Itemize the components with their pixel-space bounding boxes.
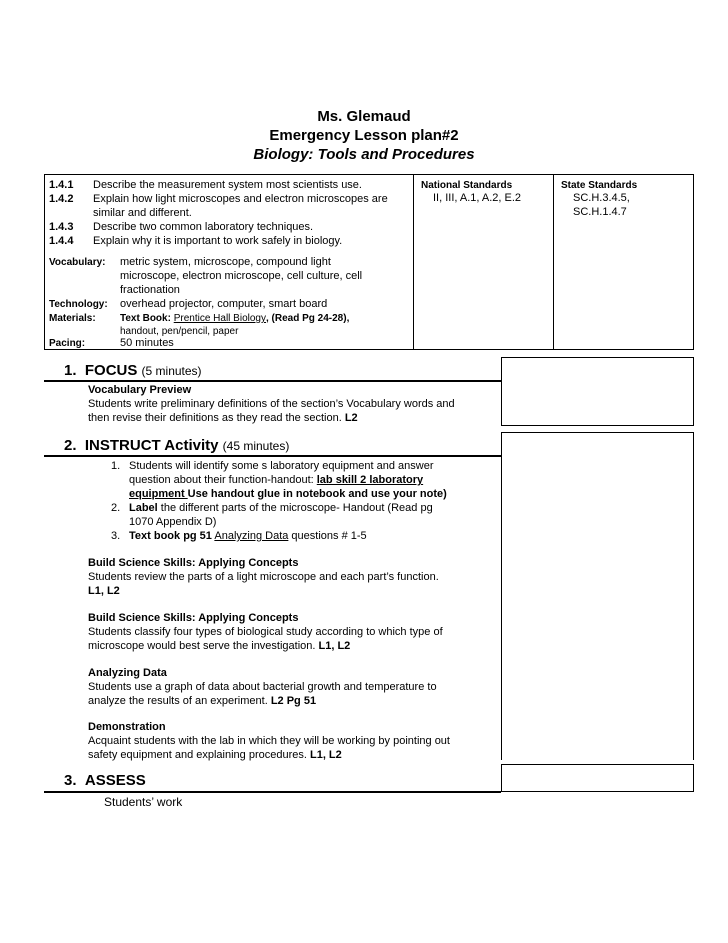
block-text: Students review the parts of a light microscope and each part’s function. [88,571,439,583]
instruct-heading [64,437,289,455]
block-heading: Build Science Skills: Applying Concepts [88,557,299,569]
instruct-box-top [501,432,694,433]
block-level: L1, L2 [88,585,120,597]
section-rule [44,455,501,457]
technology-label: Technology: [49,299,108,310]
block-heading: Demonstration [88,721,166,733]
objective-text: Explain how light microscopes and electron microscopes are similar and different. [93,193,388,219]
block-text: Acquaint students with the lab in which they will be working by pointing out [88,735,450,747]
instruct-item-text: equipment Use handout glue in notebook and use your note) [129,488,447,500]
national-standards-value: II, III, A.1, A.2, E.2 [433,192,522,204]
focus-side-box [501,357,694,426]
section-rule [44,791,501,793]
instruct-item-number: 2. [111,502,121,514]
instruct-title: INSTRUCT Activity [84,437,219,454]
vocabulary-label: Vocabulary: [49,257,106,268]
instruct-time: (45 minutes) [222,439,290,453]
materials-prefix: Text Book: [120,313,171,324]
state-standards-label: State Standards [561,180,638,191]
teacher-name: Ms. Glemaud [317,108,411,125]
objectives-table [44,174,694,350]
assess-box-top [501,764,694,765]
instruct-number: 2. [64,437,77,454]
vocabulary-text: fractionation [120,284,180,296]
block-heading: Analyzing Data [88,667,167,679]
objective-number: 1.4.2 [49,193,74,205]
assess-box-right [693,764,694,792]
objective-text: Describe the measurement system most scientists use. [93,179,362,191]
instruct-box-right [693,432,694,760]
lab-skill-link[interactable]: lab skill 2 laboratory [316,474,424,486]
course-title: Biology: Tools and Procedures [253,146,475,163]
block-text: safety equipment and explaining procedures. L1, L2 [88,749,342,761]
block-heading: Build Science Skills: Applying Concepts [88,612,299,624]
instruct-item-text: 1070 Appendix D) [129,516,217,528]
instruct-item-text: Students will identify some s laboratory equipment and answer [129,460,434,472]
pacing-label: Pacing: [49,338,86,349]
analyzing-data-link[interactable]: Analyzing Data [214,530,289,542]
assess-box-left [501,764,502,792]
state-standards-value: SC.H.1.4.7 [573,206,627,218]
block-text: microscope would best serve the investigation. L1, L2 [88,640,351,652]
vocabulary-text: microscope, electron microscope, cell culture, cell [120,270,363,282]
instruct-item-text: question about their function-handout: lab skill 2 laboratory [129,474,424,486]
column-divider [553,175,554,349]
focus-heading [64,362,202,380]
block-level: L2 Pg 51 [270,695,317,707]
materials-text [120,312,420,325]
block-level: L1, L2 [318,640,351,652]
assess-text: Students’ work [104,795,183,809]
section-rule [44,380,501,382]
objective-number: 1.4.4 [49,235,74,247]
focus-text: then revise their definitions as they read the section. L2 [88,412,358,424]
lesson-plan-title: Emergency Lesson plan#2 [269,127,459,144]
technology-text: overhead projector, computer, smart board [120,298,328,310]
focus-subheading: Vocabulary Preview [88,384,192,396]
objective-number: 1.4.1 [49,179,74,191]
block-level: L1, L2 [309,749,342,761]
state-standards-value: SC.H.3.4.5, [573,192,630,204]
instruct-item-number: 1. [111,460,121,472]
instruct-item-text: Label the different parts of the microscope- Handout (Read pg [129,502,433,514]
instruct-box-left [501,432,502,760]
objective-text: Explain why it is important to work safely in biology. [93,235,343,247]
focus-time: (5 minutes) [141,364,202,378]
assess-title: ASSESS [84,772,146,789]
instruct-item-number: 3. [111,530,121,542]
lab-skill-link[interactable]: equipment [129,488,188,500]
materials-text: handout, pen/pencil, paper [120,326,239,337]
assess-number: 3. [64,772,77,789]
materials-label: Materials: [49,313,96,324]
vocabulary-text: metric system, microscope, compound light [120,256,331,268]
focus-level: L2 [344,412,358,424]
block-text: Students classify four types of biological study according to which type of [88,626,443,638]
materials-pages: , (Read Pg 24-28), [265,313,350,324]
block-text: Students use a graph of data about bacterial growth and temperature to [88,681,437,693]
instruct-item-text: Text book pg 51 Analyzing Data questions # 1-5 [129,530,367,542]
objective-text: Describe two common laboratory techniques. [93,221,314,233]
focus-title: FOCUS [84,362,138,379]
pacing-text: 50 minutes [120,337,174,349]
objective-number: 1.4.3 [49,221,74,233]
textbook-link[interactable]: Prentice Hall Biology [173,313,266,324]
assess-heading [64,772,146,790]
assess-box-bottom [501,791,694,792]
national-standards-label: National Standards [421,180,513,191]
block-text: analyze the results of an experiment. L2 Pg 51 [88,695,317,707]
focus-number: 1. [64,362,77,379]
focus-text: Students write preliminary definitions of the section’s Vocabulary words and [88,398,455,410]
